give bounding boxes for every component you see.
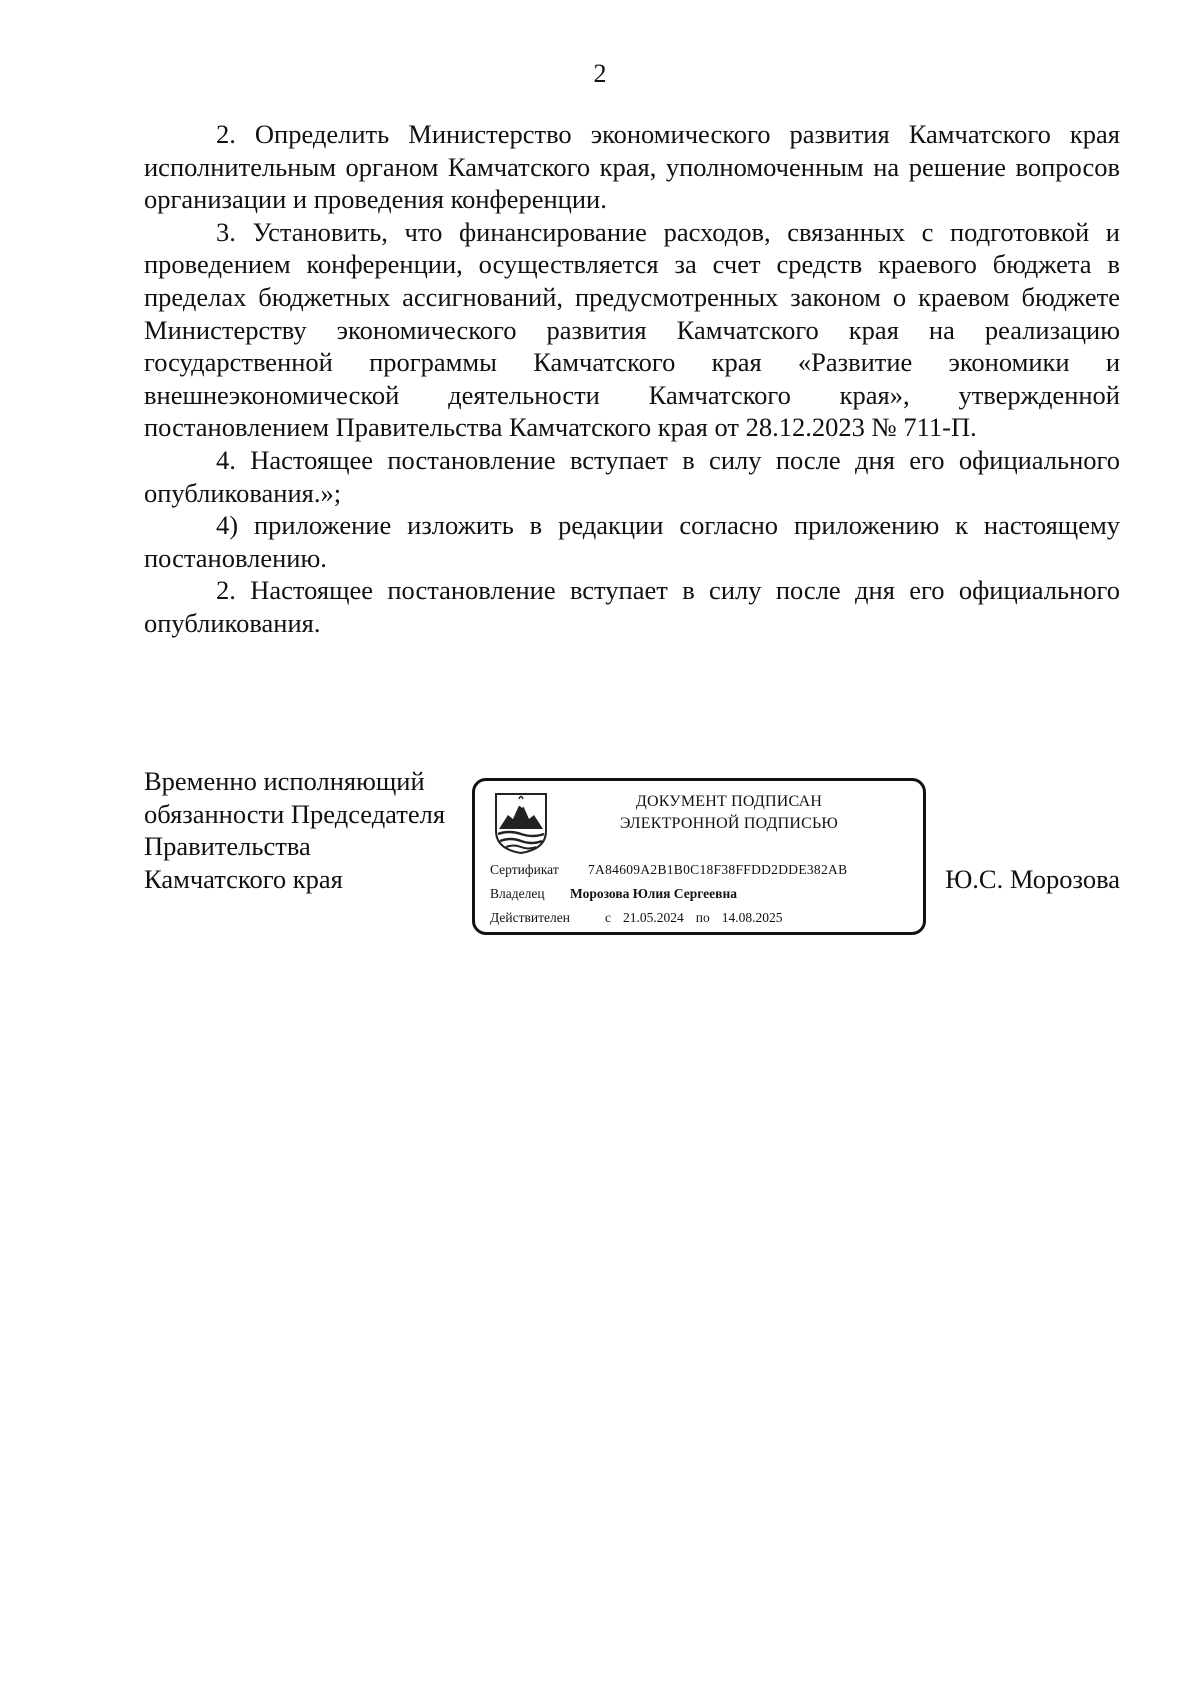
stamp-heading-line: ЭЛЕКТРОННОЙ ПОДПИСЬЮ: [619, 815, 839, 832]
owner-value: Морозова Юлия Сергеевна: [570, 886, 737, 901]
stamp-owner-row: [490, 885, 737, 903]
signer-position-line: Временно исполняющий: [144, 766, 425, 796]
valid-to-prefix: по: [695, 910, 710, 925]
stamp-validity-row: [490, 909, 782, 927]
valid-from-date: 21.05.2024: [623, 910, 684, 925]
certificate-label: Сертификат: [490, 862, 559, 877]
signer-position-line: обязанности Председателя: [144, 798, 446, 829]
electronic-signature-stamp: [472, 778, 926, 935]
paragraph-item-4: 4. Настоящее постановление вступает в силу после дня его официального опубликования.»;: [144, 444, 1120, 508]
page-number: 2: [593, 59, 607, 88]
paragraph-effective-date: 2. Настоящее постановление вступает в силу после дня его официального опубликования.: [144, 575, 1120, 638]
signer-position-line: Камчатского края: [144, 863, 343, 894]
paragraph-item-2: 2. Определить Министерство экономического развития Камчатского края исполнительным органом Камчатского края, уполномоченным на решение вопросов организации и проведения конференции.: [144, 119, 1120, 215]
stamp-certificate-row: [490, 861, 847, 879]
owner-label: Владелец: [490, 886, 545, 901]
paragraph-item-3: 3. Установить, что финансирование расходов, связанных с подготовкой и проведением конференции, осуществляется за счет средств краевого бюджета в пределах бюджетных ассигнований, предусмотренных законом о краевом бюджете Министерству экономического развития Камчатского края на реализацию государственной программы Камчатского края «Развитие экономики и внешнеэкономической деятельности Камчатского края», утвержденной постановлением Правительства Камчатского края от 28.12.2023 № 711-П.: [144, 216, 1120, 443]
stamp-heading: [535, 791, 923, 835]
certificate-value: 7A84609A2B1B0C18F38FFDD2DDE382AB: [588, 862, 848, 877]
signer-name: Ю.С. Морозова: [945, 864, 1120, 894]
stamp-heading-line: ДОКУМЕНТ ПОДПИСАН: [635, 793, 823, 810]
signer-position: [144, 765, 445, 895]
valid-from-prefix: с: [605, 910, 611, 925]
signature-block: [144, 765, 1120, 945]
valid-label: Действителен: [490, 910, 570, 925]
signer-position-line: Правительства: [144, 831, 311, 862]
document-body: [144, 118, 1120, 640]
paragraph-subitem-4: 4) приложение изложить в редакции согласно приложению к настоящему постановлению.: [144, 510, 1120, 573]
valid-to-date: 14.08.2025: [721, 910, 783, 925]
